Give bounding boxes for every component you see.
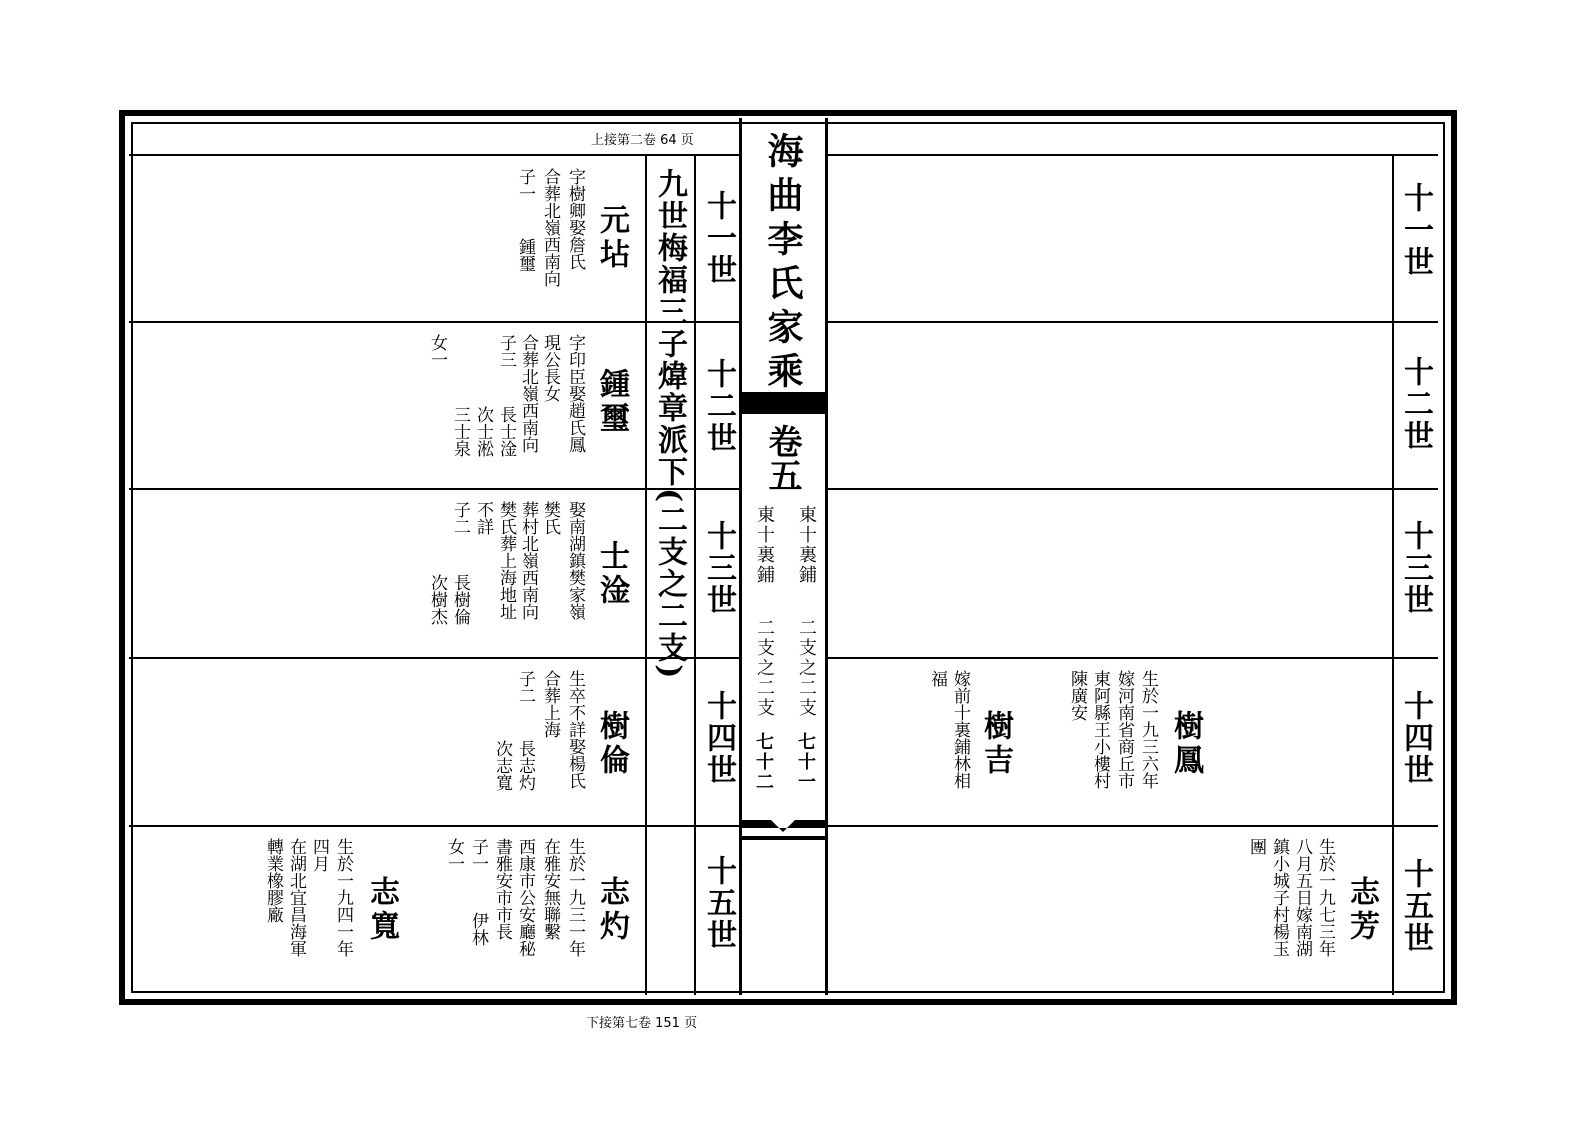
- person-note: 在湖北宜昌海軍: [286, 838, 306, 957]
- lineage-column-right-border: [694, 154, 696, 995]
- continue-to-note: 下接第七卷 151 页: [586, 1016, 698, 1031]
- person-note: 鍾璽: [515, 238, 535, 272]
- right-generation-label: 十四世: [1398, 690, 1433, 786]
- person-note: 子一: [468, 838, 488, 872]
- person-name: 志灼: [594, 876, 629, 944]
- person-note: 子三: [496, 334, 516, 368]
- person-note: 女一: [427, 334, 447, 368]
- person-name: 樹吉: [978, 710, 1013, 778]
- person-note: 生於一九三六年: [1138, 670, 1158, 789]
- person-note: 生於一九三一年: [565, 838, 585, 957]
- person-note: 在雅安無聯繫: [540, 838, 560, 940]
- right-row-divider: [826, 321, 1438, 323]
- person-note: 長士淦: [496, 406, 516, 457]
- spine-location-a: 東十裏鋪: [796, 505, 817, 585]
- person-note: 合葬北嶺西南向: [518, 334, 538, 453]
- person-note: 不詳: [473, 501, 493, 535]
- left-row-divider: [129, 825, 741, 827]
- person-note: 生於一九七三年: [1315, 838, 1335, 957]
- person-note: 葬村北嶺西南向: [518, 501, 538, 620]
- spine-branch-b: 二支之二支: [754, 618, 775, 718]
- volume-label: 卷五: [762, 424, 802, 492]
- person-name: 士淦: [594, 540, 629, 608]
- person-note: 書雅安市市長: [492, 838, 512, 940]
- person-note: 團: [1246, 838, 1266, 855]
- person-note: 字印臣娶趙氏鳳: [565, 334, 585, 453]
- person-note: 東阿縣王小樓村: [1090, 670, 1110, 789]
- person-note: 合葬北嶺西南向: [540, 168, 560, 287]
- person-note: 生卒不詳娶楊氏: [565, 670, 585, 789]
- person-note: 長志灼: [515, 740, 535, 791]
- person-note: 女一: [444, 838, 464, 872]
- person-name: 志寬: [364, 876, 399, 944]
- person-note: 陳廣安: [1067, 670, 1087, 721]
- left-generation-label: 十四世: [701, 690, 736, 786]
- person-name: 鍾璽: [594, 368, 629, 436]
- spine-right-border: [825, 118, 828, 995]
- person-note: 現公長女: [540, 334, 560, 402]
- person-note: 次志寬: [492, 740, 512, 791]
- right-generation-label: 十五世: [1398, 858, 1433, 954]
- person-note: 福: [927, 670, 947, 687]
- person-note: 樊氏葬上海地址: [496, 501, 516, 620]
- person-note: 西康市公安廳秘: [515, 838, 535, 957]
- person-name: 元坫: [594, 204, 629, 272]
- person-note: 四月: [309, 838, 329, 872]
- person-note: 子二: [515, 670, 535, 704]
- left-generation-label: 十三世: [701, 520, 736, 616]
- person-note: 樊氏: [540, 501, 560, 535]
- person-note: 伊林: [468, 912, 488, 946]
- right-generation-label: 十三世: [1398, 520, 1433, 616]
- person-name: 樹倫: [594, 710, 629, 778]
- person-note: 子一: [515, 168, 535, 202]
- person-note: 長樹倫: [450, 574, 470, 625]
- person-name: 樹鳳: [1168, 710, 1203, 778]
- person-note: 嫁河南省商丘市: [1114, 670, 1134, 789]
- left-header-divider: [129, 154, 741, 156]
- spine-page-b: 七十二: [753, 732, 774, 792]
- right-row-divider: [826, 488, 1438, 490]
- right-row-divider: [826, 825, 1438, 827]
- person-note: 子二: [450, 501, 470, 535]
- person-note: 次士淞: [473, 406, 493, 457]
- left-row-divider: [129, 657, 741, 659]
- person-note: 鎮小城子村楊玉: [1269, 838, 1289, 957]
- left-generation-label: 十二世: [701, 358, 736, 454]
- spine-page-a: 七十一: [795, 732, 816, 792]
- right-row-divider: [826, 657, 1438, 659]
- continue-from-note: 上接第二卷 64 页: [591, 133, 694, 148]
- lineage-column-left-border: [645, 154, 647, 995]
- person-note: 娶南湖鎮樊家嶺: [565, 501, 585, 620]
- person-note: 嫁前十裏鋪林相: [950, 670, 970, 789]
- right-header-divider: [826, 154, 1438, 156]
- right-generation-label: 十二世: [1398, 356, 1433, 452]
- spine-branch-a: 二支之二支: [796, 618, 817, 718]
- right-generation-label: 十一世: [1398, 182, 1433, 278]
- person-note: 生於一九四一年: [333, 838, 353, 957]
- person-note: 八月五日嫁南湖: [1292, 838, 1312, 957]
- left-generation-label: 十五世: [701, 855, 736, 951]
- genealogy-title: 海曲李氏家乘: [762, 132, 804, 396]
- person-note: 次樹杰: [427, 574, 447, 625]
- left-generation-label: 十一世: [701, 190, 736, 286]
- person-note: 合葬上海: [540, 670, 560, 738]
- left-row-divider: [129, 321, 741, 323]
- spine-location-b: 東十裏鋪: [754, 505, 775, 585]
- person-note: 轉業橡膠廠: [263, 838, 283, 923]
- person-name: 志芳: [1344, 876, 1379, 944]
- person-note: 三士泉: [450, 406, 470, 457]
- lineage-heading: 九世梅福三子煒章派下(二支之二支): [652, 168, 687, 681]
- person-note: 字樹卿娶詹氏: [565, 168, 585, 270]
- right-generation-column-border: [1392, 154, 1394, 995]
- left-row-divider: [129, 488, 741, 490]
